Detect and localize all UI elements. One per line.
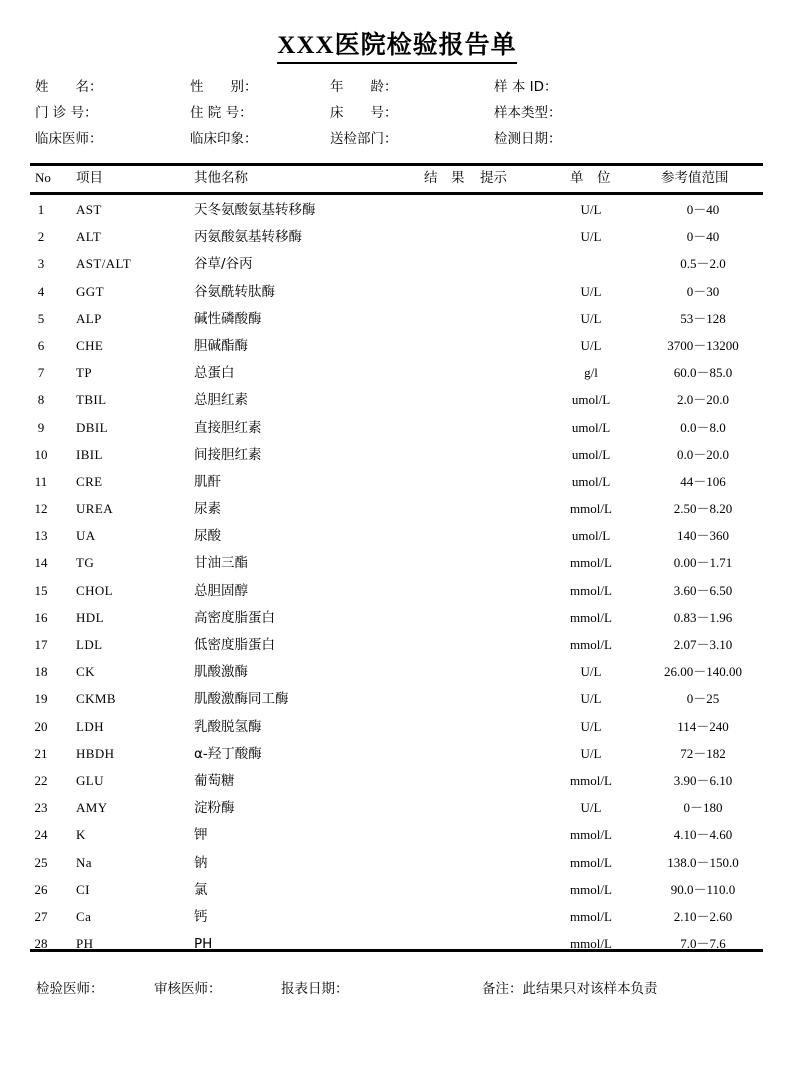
cell-unit: mmol/L <box>570 827 612 843</box>
table-row <box>0 744 794 771</box>
field-label-outpatient-no: 门 诊 号： <box>35 105 98 121</box>
cell-other-name: PH <box>194 936 213 953</box>
cell-other-name: 谷草/谷丙 <box>194 256 253 273</box>
field-label-gender: 性 别： <box>190 79 258 95</box>
cell-other-name: 低密度脂蛋白 <box>194 637 275 653</box>
cell-item: Ca <box>76 908 92 924</box>
patient-info-block <box>0 78 794 150</box>
cell-no: 6 <box>37 337 45 353</box>
field-label-clinical-impression: 临床印象： <box>190 131 258 147</box>
cell-unit: umol/L <box>571 473 611 489</box>
cell-item: ALT <box>76 229 102 245</box>
cell-no: 4 <box>37 283 45 299</box>
table-row <box>0 227 794 254</box>
table-row <box>0 553 794 580</box>
cell-no: 5 <box>37 310 45 326</box>
cell-unit: U/L <box>580 691 602 707</box>
column-header-reference: 参考值范围 <box>661 170 729 186</box>
cell-no: 10 <box>34 446 48 462</box>
cell-other-name: 间接胆红素 <box>194 446 262 463</box>
cell-other-name: 钠 <box>194 854 208 871</box>
cell-reference: 4.10－4.60 <box>673 827 733 843</box>
cell-no: 28 <box>34 936 48 952</box>
cell-unit: mmol/L <box>570 555 612 571</box>
cell-unit: U/L <box>580 718 602 734</box>
cell-unit: mmol/L <box>570 854 612 870</box>
cell-unit: U/L <box>580 283 602 299</box>
cell-reference: 72－182 <box>680 745 726 761</box>
cell-unit: U/L <box>580 800 602 816</box>
patient-info-row <box>0 78 794 102</box>
table-row <box>0 880 794 907</box>
cell-unit: U/L <box>580 310 602 326</box>
cell-no: 22 <box>34 772 48 788</box>
cell-other-name: 天冬氨酸氨基转移酶 <box>194 202 316 218</box>
table-row <box>0 825 794 852</box>
cell-reference: 114－240 <box>677 718 729 734</box>
cell-other-name: 胆碱酯酶 <box>194 337 248 354</box>
table-row <box>0 907 794 934</box>
table-row <box>0 336 794 363</box>
cell-other-name: 尿酸 <box>194 528 221 545</box>
cell-no: 19 <box>34 691 48 707</box>
field-label-clinician: 临床医师： <box>35 131 103 147</box>
cell-reference: 140－360 <box>676 528 729 544</box>
cell-no: 7 <box>37 365 45 381</box>
table-row <box>0 254 794 281</box>
table-row <box>0 581 794 608</box>
cell-unit: mmol/L <box>570 582 612 598</box>
cell-unit: umol/L <box>571 528 611 544</box>
cell-unit: mmol/L <box>570 609 612 625</box>
cell-reference: 44－106 <box>680 473 726 489</box>
field-label-test-date: 检测日期： <box>494 131 562 147</box>
cell-item: UA <box>76 528 96 544</box>
cell-no: 27 <box>34 908 48 924</box>
table-row <box>0 771 794 798</box>
cell-no: 24 <box>34 827 48 843</box>
cell-unit: U/L <box>580 229 602 245</box>
cell-unit: U/L <box>580 664 602 680</box>
cell-no: 21 <box>34 745 48 761</box>
cell-reference: 2.07－3.10 <box>673 637 733 652</box>
cell-item: PH <box>76 936 94 952</box>
cell-item: DBIL <box>76 419 108 435</box>
cell-reference: 0－25 <box>686 691 720 707</box>
cell-other-name: 肌酸激酶同工酶 <box>194 691 289 708</box>
cell-item: CRE <box>76 473 103 489</box>
table-row <box>0 798 794 825</box>
cell-item: HDL <box>76 609 104 625</box>
cell-item: AMY <box>76 800 108 816</box>
table-header-rule <box>30 192 763 195</box>
cell-item: CI <box>76 881 90 897</box>
cell-unit: umol/L <box>571 392 611 408</box>
table-header-row <box>0 169 794 191</box>
table-row <box>0 635 794 662</box>
cell-item: AST/ALT <box>76 256 132 272</box>
cell-unit: mmol/L <box>570 936 612 952</box>
column-header-flag: 提示 <box>480 170 507 186</box>
field-label-sample-id: 样 本 ID： <box>494 79 558 95</box>
cell-reference: 26.00－140.00 <box>663 664 742 680</box>
cell-item: CKMB <box>76 691 116 707</box>
cell-reference: 0.0－8.0 <box>680 419 726 435</box>
table-body <box>0 200 794 961</box>
cell-unit: umol/L <box>571 419 611 435</box>
cell-reference: 0.0－20.0 <box>676 446 729 462</box>
table-row <box>0 418 794 445</box>
cell-no: 18 <box>34 664 48 680</box>
cell-item: CK <box>76 664 95 680</box>
footer-remark: 备注：此结果只对该样本负责 <box>482 981 658 997</box>
column-header-result: 结 果 <box>424 170 465 186</box>
table-row <box>0 282 794 309</box>
table-row <box>0 689 794 716</box>
cell-item: CHOL <box>76 582 113 598</box>
cell-no: 17 <box>34 637 48 652</box>
page-title <box>0 30 794 64</box>
table-row <box>0 363 794 390</box>
cell-no: 15 <box>34 582 48 598</box>
table-row <box>0 499 794 526</box>
cell-reference: 2.50－8.20 <box>673 501 733 517</box>
column-header-other-name: 其他名称 <box>194 170 248 186</box>
cell-item: LDL <box>76 637 103 652</box>
cell-other-name: 谷氨酰转肽酶 <box>194 283 275 300</box>
cell-no: 23 <box>34 800 48 816</box>
field-label-sample-type: 样本类型： <box>494 105 562 121</box>
cell-reference: 138.0－150.0 <box>667 854 739 870</box>
field-label-bed-no: 床 号： <box>330 105 398 121</box>
cell-other-name: 总蛋白 <box>194 365 235 382</box>
cell-unit: mmol/L <box>570 637 612 652</box>
cell-other-name: 肌酸激酶 <box>194 664 248 681</box>
cell-unit: mmol/L <box>570 501 612 517</box>
cell-reference: 3.90－6.10 <box>673 772 733 788</box>
table-row <box>0 662 794 689</box>
cell-item: TP <box>76 365 92 381</box>
cell-unit: g/l <box>584 365 598 381</box>
report-footer <box>0 980 794 1004</box>
table-top-rule <box>30 163 763 166</box>
cell-other-name: 直接胆红素 <box>194 419 262 436</box>
cell-item: UREA <box>76 501 113 517</box>
page-title-text: XXX医院检验报告单 <box>277 30 516 64</box>
cell-no: 26 <box>34 881 48 897</box>
cell-no: 8 <box>37 392 45 408</box>
cell-other-name: 氯 <box>194 881 208 898</box>
cell-no: 13 <box>34 528 48 544</box>
field-label-age: 年 龄： <box>330 79 398 95</box>
cell-no: 14 <box>34 555 48 571</box>
cell-item: K <box>76 827 86 843</box>
cell-other-name: 淀粉酶 <box>194 800 235 817</box>
table-row <box>0 472 794 499</box>
table-row <box>0 200 794 227</box>
cell-item: ALP <box>76 310 102 326</box>
cell-other-name: 总胆红素 <box>194 392 248 409</box>
column-header-unit: 单 位 <box>570 170 611 186</box>
cell-reference: 2.10－2.60 <box>673 908 733 924</box>
footer-label-reviewer: 审核医师： <box>154 981 222 997</box>
cell-other-name: 尿素 <box>194 501 221 518</box>
cell-other-name: 钾 <box>194 827 208 844</box>
cell-no: 9 <box>37 419 45 435</box>
cell-other-name: 钙 <box>194 908 208 925</box>
cell-unit: mmol/L <box>570 881 612 897</box>
cell-no: 1 <box>37 202 45 217</box>
cell-unit: mmol/L <box>570 908 612 924</box>
table-row <box>0 526 794 553</box>
cell-item: IBIL <box>76 446 103 462</box>
cell-item: TG <box>76 555 95 571</box>
table-row <box>0 390 794 417</box>
cell-reference: 0－30 <box>686 283 720 299</box>
cell-no: 12 <box>34 501 48 517</box>
column-header-no: No <box>35 170 51 185</box>
cell-other-name: 肌酐 <box>194 473 221 490</box>
cell-reference: 0－40 <box>686 202 720 217</box>
cell-reference: 2.0－20.0 <box>676 392 729 408</box>
patient-info-row <box>0 130 794 154</box>
field-label-name: 姓 名： <box>35 79 103 95</box>
cell-other-name: α-羟丁酸酶 <box>194 745 262 762</box>
cell-item: AST <box>76 202 102 217</box>
cell-item: GGT <box>76 283 104 299</box>
cell-no: 20 <box>34 718 48 734</box>
cell-item: LDH <box>76 718 104 734</box>
cell-unit: U/L <box>580 202 602 217</box>
cell-reference: 0.83－1.96 <box>673 609 733 625</box>
cell-reference: 90.0－110.0 <box>670 881 736 897</box>
cell-item: CHE <box>76 337 104 353</box>
table-row <box>0 934 794 961</box>
cell-no: 11 <box>34 473 48 489</box>
table-row <box>0 853 794 880</box>
cell-item: TBIL <box>76 392 107 408</box>
patient-info-row <box>0 104 794 128</box>
cell-reference: 3700－13200 <box>667 337 739 353</box>
cell-reference: 0－180 <box>683 800 723 816</box>
cell-item: HBDH <box>76 745 115 761</box>
cell-other-name: 葡萄糖 <box>194 772 235 789</box>
footer-label-tester: 检验医师： <box>36 981 104 997</box>
table-row <box>0 445 794 472</box>
cell-no: 16 <box>34 609 48 625</box>
table-row <box>0 608 794 635</box>
cell-unit: U/L <box>580 745 602 761</box>
cell-other-name: 甘油三酯 <box>194 555 248 572</box>
column-header-item: 项目 <box>76 170 103 186</box>
footer-label-report-date: 报表日期： <box>281 981 349 997</box>
field-label-sending-dept: 送检部门： <box>330 131 398 147</box>
cell-other-name: 总胆固醇 <box>194 582 248 599</box>
cell-reference: 60.0－85.0 <box>673 365 733 381</box>
cell-reference: 53－128 <box>680 310 726 326</box>
table-row <box>0 717 794 744</box>
cell-other-name: 碱性磷酸酶 <box>194 310 262 327</box>
cell-other-name: 高密度脂蛋白 <box>194 609 275 626</box>
field-label-inpatient-no: 住 院 号： <box>190 105 253 121</box>
cell-item: Na <box>76 854 92 870</box>
cell-reference: 0－40 <box>686 229 720 245</box>
cell-unit: mmol/L <box>570 772 612 788</box>
cell-other-name: 丙氨酸氨基转移酶 <box>194 229 302 246</box>
cell-no: 25 <box>34 854 48 870</box>
cell-no: 3 <box>37 256 45 272</box>
table-row <box>0 309 794 336</box>
cell-reference: 0.5－2.0 <box>680 256 726 272</box>
cell-unit: U/L <box>580 337 602 353</box>
cell-reference: 0.00－1.71 <box>673 555 733 571</box>
cell-no: 2 <box>37 229 45 245</box>
cell-other-name: 乳酸脱氢酶 <box>194 718 262 735</box>
cell-unit: umol/L <box>571 446 611 462</box>
cell-item: GLU <box>76 772 104 788</box>
cell-reference: 3.60－6.50 <box>673 582 733 598</box>
cell-reference: 7.0－7.6 <box>680 936 726 952</box>
